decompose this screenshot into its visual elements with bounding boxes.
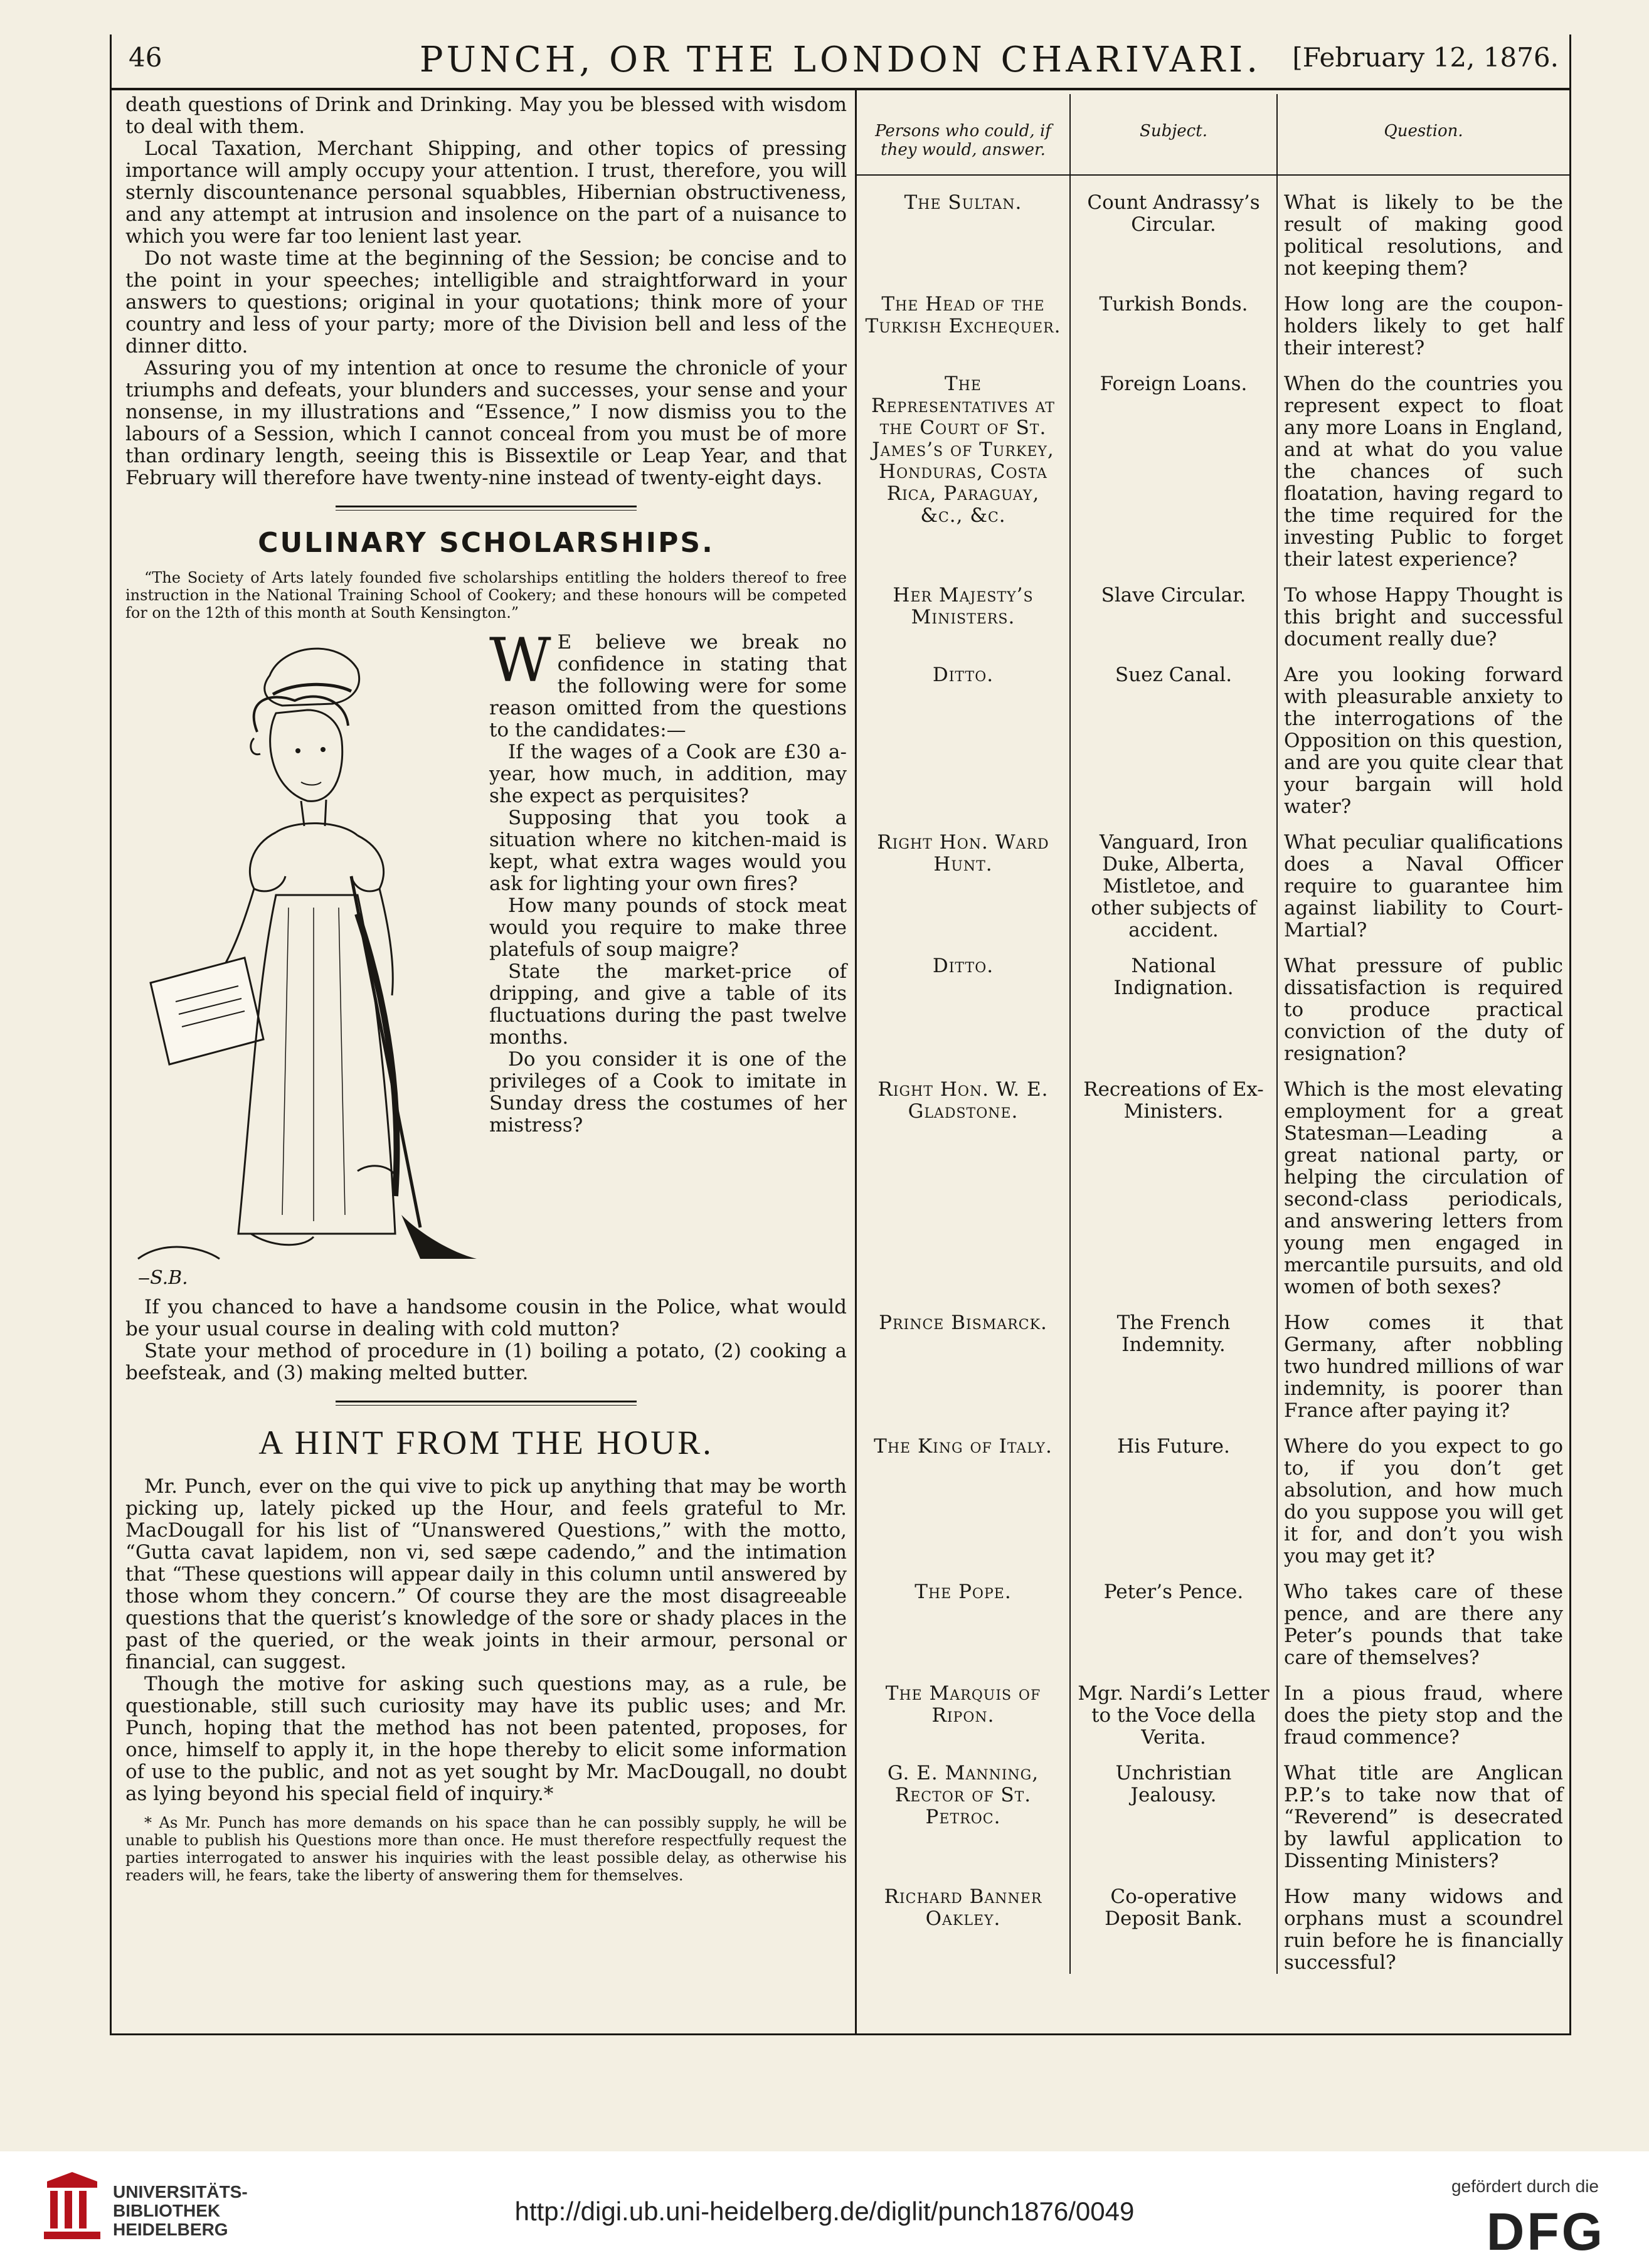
issue-date: [February 12, 1876. — [1292, 42, 1559, 73]
subject-cell: Unchristian Jealousy. — [1070, 1749, 1277, 1872]
hint-heading: A HINT FROM THE HOUR. — [258, 1424, 714, 1461]
question-cell: What pressure of public dissatisfaction is required to produce practical conviction of the duty of resignation? — [1284, 955, 1563, 1065]
table-row — [857, 571, 1569, 650]
section-separator — [336, 1401, 637, 1406]
subject-cell: Recreations of Ex-Ministers. — [1070, 1065, 1277, 1298]
header-rule — [110, 88, 1571, 90]
question-cell: How many widows and orphans must a scoundrel ruin before he is financially successful? — [1284, 1885, 1563, 1974]
culinary-illustration-block — [125, 625, 847, 1296]
intro-paragraph: death questions of Drink and Drinking. May you be blessed with wisdom to deal with them. — [125, 93, 847, 138]
person-cell: The Head of the Turkish Exchequer. — [857, 280, 1070, 359]
culinary-question: If you chanced to have a handsome cousin in the Police, what would be your usual course in dealing with cold mutton? — [125, 1296, 847, 1340]
question-cell: Who takes care of these pence, and are there any Peter’s pounds that take care of themselves? — [1284, 1581, 1563, 1669]
culinary-question: If the wages of a Cook are £30 a-year, how much, in addition, may she expect as perquisites? — [489, 741, 847, 807]
culinary-question: Supposing that you took a situation where no kitchen-maid is kept, what extra wages would you ask for lighting your own fires? — [489, 807, 847, 895]
person-cell: The Pope. — [857, 1567, 1070, 1669]
culinary-question: State the market-price of dripping, and give a table of its fluctuations during the past twelve months. — [489, 960, 847, 1049]
subject-cell: The French Indemnity. — [1070, 1298, 1277, 1422]
person-cell: Right Hon. W. E. Gladstone. — [857, 1065, 1070, 1298]
culinary-quote: “The Society of Arts lately founded five scholarships entitling the holders thereof to free instruction in the National Training School of Cookery; and these honours will be competed for on the 12th of this month at South Kensington.” — [125, 569, 847, 622]
question-cell: Which is the most elevating employment for a great Statesman—Leading a great national party, or helping the circulation of second-class periodicals, and answering letters from young men engaged in mercantile pursuits, and old women of both sexes? — [1284, 1078, 1563, 1298]
question-cell: Where do you expect to go to, if you don’t get absolution, and how much do you suppose you will get it for, and don’t you wish you may get it? — [1284, 1435, 1563, 1567]
masthead-title: PUNCH, OR THE LONDON CHARIVARI. — [419, 40, 1262, 80]
question-cell: Are you looking forward with pleasurable anxiety to the interrogations of the Opposition on this question, and are you quite clear that your bargain will hold water? — [1284, 664, 1563, 818]
table-row — [857, 1567, 1569, 1669]
table-row — [857, 1749, 1569, 1872]
subject-cell: His Future. — [1070, 1422, 1277, 1567]
table-row — [857, 1298, 1569, 1422]
person-cell: The Marquis of Ripon. — [857, 1669, 1070, 1749]
page-number: 46 — [129, 42, 162, 73]
table-row — [857, 1422, 1569, 1567]
question-cell: What title are Anglican P.P.’s to take now that of “Reverend” is desecrated by lawful application to Dissenting Ministers? — [1284, 1762, 1563, 1872]
column-header-question: Question. — [1277, 94, 1569, 175]
question-cell: What peculiar qualifications does a Naval Officer require to guarantee him against liability to Court-Martial? — [1284, 831, 1563, 941]
table-row — [857, 280, 1569, 359]
table-row — [857, 1065, 1569, 1298]
culinary-questions — [489, 625, 847, 1137]
questions-table — [857, 94, 1569, 1974]
cook-illustration — [125, 632, 483, 1296]
drop-cap: W — [489, 625, 551, 696]
table-row — [857, 1669, 1569, 1749]
subject-cell: Turkish Bonds. — [1070, 280, 1277, 359]
illustration-signature: ‒S.B. — [138, 1267, 188, 1289]
page-border-right — [1569, 34, 1571, 2035]
subject-cell: Mgr. Nardi’s Letter to the Voce della Verita. — [1070, 1669, 1277, 1749]
person-cell: Prince Bismarck. — [857, 1298, 1070, 1422]
question-cell: When do the countries you represent expect to float any more Loans in England, and at what do you value the chances of such floatation, having regard to the time required for the investing Public to forget their latest experience? — [1284, 373, 1563, 571]
subject-cell: Suez Canal. — [1070, 650, 1277, 818]
page-header — [110, 34, 1571, 85]
table-row — [857, 1872, 1569, 1974]
subject-cell: National Indignation. — [1070, 941, 1277, 1065]
table-row — [857, 175, 1569, 280]
dfg-logo: DFG — [1486, 2202, 1605, 2261]
subject-cell: Foreign Loans. — [1070, 359, 1277, 571]
table-row — [857, 650, 1569, 818]
person-cell: G. E. Manning, Rector of St. Petroc. — [857, 1749, 1070, 1872]
left-column — [125, 94, 847, 1884]
column-header-persons: Persons who could, if they would, answer. — [857, 94, 1070, 175]
subject-cell: Peter’s Pence. — [1070, 1567, 1277, 1669]
person-cell: Richard Banner Oakley. — [857, 1872, 1070, 1974]
culinary-first-paragraph: W E believe we break no confidence in stating that the following were for some reason omitted from the questions to the candidates:— — [489, 625, 847, 741]
page-border-left — [110, 34, 112, 2035]
question-cell: What is likely to be the result of making good political resolutions, and not keeping them? — [1284, 191, 1563, 280]
person-cell: Ditto. — [857, 650, 1070, 818]
table-header-row — [857, 94, 1569, 175]
table-row — [857, 359, 1569, 571]
intro-paragraph: Assuring you of my intention at once to resume the chronicle of your triumphs and defeats, your blunders and successes, your sense and your nonsense, in my illustrations and “Essence,” I now dismiss you to the labours of a Session, which I cannot conceal from you must be of more than ordinary length, seeing this is Bissextile or Leap Year, and that February will therefore have twenty-nine instead of twenty-eight days. — [125, 357, 847, 489]
university-name: UNIVERSITÄTS- BIBLIOTHEK HEIDELBERG — [113, 2182, 248, 2239]
funded-by-text: gefördert durch die — [1451, 2176, 1599, 2196]
section-separator — [336, 506, 637, 511]
column-header-subject: Subject. — [1070, 94, 1277, 175]
questions-table-wrap — [857, 94, 1569, 1974]
hint-footnote: * As Mr. Punch has more demands on his space than he can possibly supply, he will be unable to publish his Questions more than once. He must therefore respectfully request the parties interrogated to answer his inquiries with the least possible delay, as otherwise his readers will, he fears, take the liberty of answering them for themselves. — [125, 1814, 847, 1884]
person-cell: Ditto. — [857, 941, 1070, 1065]
subject-cell: Slave Circular. — [1070, 571, 1277, 650]
hint-paragraph: Though the motive for asking such questions may, as a rule, be questionable, still such curiosity may have its public uses; and Mr. Punch, hoping that the method has not been patented, proposes, for once, himself to apply it, in the hope thereby to elicit some information of use to the public, and not as yet sought by Mr. MacDougall, no doubt as lying beyond his special field of inquiry.* — [125, 1673, 847, 1805]
culinary-question: How many pounds of stock meat would you require to make three platefuls of soup maigre? — [489, 894, 847, 961]
table-row — [857, 818, 1569, 941]
table-row — [857, 941, 1569, 1065]
source-url-link[interactable]: http://digi.ub.uni-heidelberg.de/diglit/punch1876/0049 — [514, 2196, 1135, 2226]
footer-bar — [0, 2151, 1649, 2268]
person-cell: Her Majesty’s Ministers. — [857, 571, 1070, 650]
person-cell: The Sultan. — [857, 175, 1070, 280]
page-border-bottom — [110, 2033, 1571, 2035]
culinary-heading: CULINARY SCHOLARSHIPS. — [258, 527, 714, 559]
person-cell: Right Hon. Ward Hunt. — [857, 818, 1070, 941]
subject-cell: Co-operative Deposit Bank. — [1070, 1872, 1277, 1974]
person-cell: The King of Italy. — [857, 1422, 1070, 1567]
culinary-question: Do you consider it is one of the privileges of a Cook to imitate in Sunday dress the costumes of her mistress? — [489, 1048, 847, 1137]
person-cell: The Representatives at the Court of St. James’s of Turkey, Honduras, Costa Rica, Paraguay, &c., &c. — [857, 359, 1070, 571]
intro-paragraph: Local Taxation, Merchant Shipping, and other topics of pressing importance will amply occupy your attention. I trust, therefore, you will sternly discountenance personal squabbles, Hibernian obstructiveness, and any attempt at intrusion and insolence on the part of a nuisance to which you were far too lenient last year. — [125, 137, 847, 248]
subject-cell: Vanguard, Iron Duke, Alberta, Mistletoe, and other subjects of accident. — [1070, 818, 1277, 941]
question-cell: How comes it that Germany, after nobbling two hundred millions of war indemnity, is poorer than France after paying it? — [1284, 1312, 1563, 1422]
question-cell: To whose Happy Thought is this bright and successful document really due? — [1284, 584, 1563, 650]
culinary-question: State your method of procedure in (1) boiling a potato, (2) cooking a beefsteak, and (3) making melted butter. — [125, 1340, 847, 1384]
question-cell: How long are the coupon-holders likely to get half their interest? — [1284, 293, 1563, 359]
subject-cell: Count Andrassy’s Circular. — [1070, 175, 1277, 280]
question-cell: In a pious fraud, where does the piety stop and the fraud commence? — [1284, 1682, 1563, 1749]
intro-paragraph: Do not waste time at the beginning of the Session; be concise and to the point in your speeches; intelligible and straightforward in your answers to questions; original in your quotations; think more of your country and less of your party; more of the Division bell and less of the dinner ditto. — [125, 247, 847, 358]
hint-paragraph: Mr. Punch, ever on the qui vive to pick up anything that may be worth picking up, lately picked up the Hour, and feels grateful to Mr. MacDougall for his list of “Unanswered Questions,” with the motto, “Gutta cavat lapidem, non vi, sed sæpe cadendo,” and the intimation that “These questions will appear daily in this column until answered by those whom they concern.” Of course they are the most disagreeable questions that the querist’s knowledge of the sore or shady places in the past of the queried, or the weak joints in their armour, personal or financial, can suggest. — [125, 1475, 847, 1673]
